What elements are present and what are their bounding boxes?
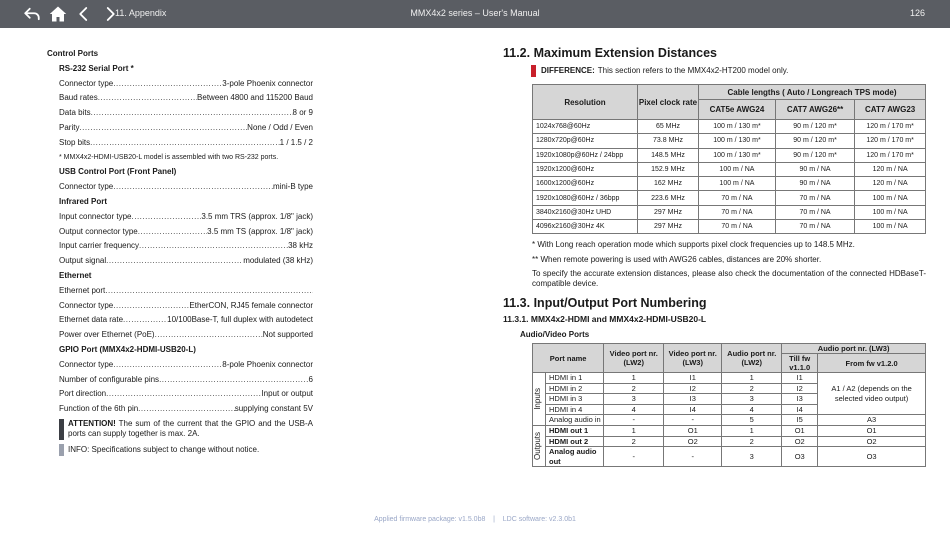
extension-distances-table <box>532 84 926 234</box>
section-title-av-ports: Audio/Video Ports <box>520 330 590 339</box>
col-header-port-name: Port name <box>533 344 604 373</box>
spec-row <box>59 239 313 254</box>
port-name-cell: Analog audio out <box>546 447 604 467</box>
table-cell: 3 <box>722 394 782 405</box>
gpio-heading: GPIO Port (MMX4x2-HDMI-USB20-L) <box>59 344 196 354</box>
table-cell: 100 m / NA <box>855 205 926 219</box>
spec-row <box>59 299 313 314</box>
table-cell: 1 <box>604 425 664 436</box>
table-cell: O2 <box>664 436 722 447</box>
section-title-port-numbering: 11.3. Input/Output Port Numbering <box>503 296 707 310</box>
port-name-cell: HDMI out 2 <box>546 436 604 447</box>
section-title-models: 11.3.1. MMX4x2-HDMI and MMX4x2-HDMI-USB20-L <box>503 314 707 324</box>
spec-row <box>59 284 313 299</box>
spec-value: 3-pole Phoenix connector <box>222 78 313 88</box>
spec-label: Parity <box>59 122 80 132</box>
spec-label: Output signal <box>59 256 107 266</box>
port-name-cell: HDMI in 3 <box>546 394 604 405</box>
resolution-cell: 1600x1200@60Hz <box>533 177 638 191</box>
spec-label: Connector type <box>59 182 114 192</box>
spec-value: 8-pole Phoenix connector <box>222 359 313 369</box>
spec-row <box>59 254 313 269</box>
table-row <box>533 177 926 191</box>
spec-row <box>59 180 313 195</box>
resolution-cell: 3840x2160@30Hz UHD <box>533 205 638 219</box>
col-header-from-fw: From fw v1.2.0 <box>818 354 926 373</box>
table-row <box>533 148 926 162</box>
spec-value: None / Odd / Even <box>247 122 313 132</box>
col-header-cat5e: CAT5e AWG24 <box>699 100 776 120</box>
spec-label: Input connector type <box>59 211 132 221</box>
table-row <box>533 134 926 148</box>
col-header-cat7-awg23: CAT7 AWG23 <box>855 100 926 120</box>
table-cell: I2 <box>664 383 722 394</box>
table-row <box>533 162 926 176</box>
spec-label: Number of configurable pins <box>59 374 160 384</box>
col-header-till-fw: Till fw v1.1.0 <box>782 354 818 373</box>
footnote-2: ** When remote powering is used with AWG26 cables, distances are 20% shorter. <box>532 255 822 264</box>
table-cell: 100 m / NA <box>699 162 776 176</box>
spec-value: EtherCON, RJ45 female connector <box>189 300 313 310</box>
difference-label: DIFFERENCE: <box>541 66 595 75</box>
table-cell: 4 <box>722 404 782 415</box>
spec-value: Between 4800 and 115200 Baud <box>197 93 313 103</box>
port-numbering-table <box>532 343 926 467</box>
attention-box <box>59 419 313 440</box>
table-cell: 2 <box>604 436 664 447</box>
table-cell: - <box>604 447 664 467</box>
resolution-cell: 1920x1080@60Hz / 36bpp <box>533 191 638 205</box>
table-cell: 120 m / 170 m* <box>855 148 926 162</box>
port-name-cell: HDMI in 2 <box>546 383 604 394</box>
outputs-group-label: Outputs <box>533 425 546 466</box>
spec-value: 8 or 9 <box>292 108 313 118</box>
table-cell: I1 <box>782 373 818 384</box>
spec-row <box>59 358 313 373</box>
table-cell: 90 m / 120 m* <box>775 120 854 134</box>
table-cell: I3 <box>782 394 818 405</box>
table-cell: 152.9 MHz <box>638 162 699 176</box>
rs232-note: * MMX4x2-HDMI-USB20-L model is assembled with two RS-232 ports. <box>59 153 279 161</box>
ldc-version: LDC software: v2.3.0b1 <box>502 516 576 523</box>
table-cell: I3 <box>664 394 722 405</box>
spec-value: Not supported <box>262 330 313 340</box>
spec-row <box>59 136 313 151</box>
table-cell: 70 m / NA <box>775 220 854 234</box>
table-row <box>533 191 926 205</box>
control-ports-section <box>47 47 313 456</box>
table-cell: - <box>664 415 722 426</box>
attention-label: ATTENTION! <box>68 418 116 428</box>
attention-text: The sum of the current that the GPIO and the USB-A ports can supply together is max. 2A. <box>68 418 313 439</box>
merged-note-cell: A1 / A2 (depends on the selected video output) <box>818 373 926 415</box>
table-cell: 100 m / 130 m* <box>699 120 776 134</box>
spec-row <box>59 121 313 136</box>
table-cell: - <box>664 447 722 467</box>
col-header-audio-lw2: Audio port nr. (LW2) <box>722 344 782 373</box>
inputs-group-label: Inputs <box>533 373 546 426</box>
rs232-heading: RS-232 Serial Port * <box>59 63 134 73</box>
table-cell: 5 <box>722 415 782 426</box>
table-cell: I2 <box>782 383 818 394</box>
table-cell: 297 MHz <box>638 205 699 219</box>
table-cell: 3 <box>722 447 782 467</box>
page-number: 126 <box>909 8 925 18</box>
table-cell: 2 <box>722 383 782 394</box>
table-cell: 120 m / 170 m* <box>855 134 926 148</box>
resolution-cell: 1024x768@60Hz <box>533 120 638 134</box>
col-header-cable-lengths: Cable lengths ( Auto / Longreach TPS mode) <box>699 85 926 100</box>
spec-row <box>59 210 313 225</box>
table-cell: 100 m / NA <box>855 191 926 205</box>
table-cell: O2 <box>782 436 818 447</box>
info-text: INFO: Specifications subject to change without notice. <box>68 444 260 454</box>
rs232-block <box>59 62 313 417</box>
spec-row <box>59 77 313 92</box>
table-row <box>533 205 926 219</box>
table-cell: 148.5 MHz <box>638 148 699 162</box>
table-cell: 100 m / NA <box>855 220 926 234</box>
page-footer <box>0 516 950 523</box>
table-cell: - <box>604 415 664 426</box>
footnote-3: To specify the accurate extension distances, please also check the documentation of the connected HDBaseT-compatible device. <box>532 269 926 288</box>
spec-value: 6 <box>308 374 313 384</box>
table-cell: 70 m / NA <box>699 191 776 205</box>
col-header-video-lw3: Video port nr. (LW3) <box>664 344 722 373</box>
table-cell: I4 <box>782 404 818 415</box>
infrared-heading: Infrared Port <box>59 196 108 206</box>
col-header-cat7-awg26: CAT7 AWG26** <box>775 100 854 120</box>
firmware-version: Applied firmware package: v1.5.0b8 <box>374 516 486 523</box>
table-cell: 90 m / NA <box>775 177 854 191</box>
difference-text: This section refers to the MMX4x2-HT200 model only. <box>597 66 789 75</box>
manual-title: MMX4x2 series – User's Manual <box>410 8 540 18</box>
spec-label: Ethernet data rate <box>59 315 124 325</box>
spec-label: Function of the 6th pin <box>59 404 139 414</box>
table-cell: 70 m / NA <box>699 220 776 234</box>
table-cell: I5 <box>782 415 818 426</box>
difference-box <box>531 65 927 77</box>
table-cell: 70 m / NA <box>699 205 776 219</box>
port-name-cell: HDMI out 1 <box>546 425 604 436</box>
table-cell: 70 m / NA <box>775 191 854 205</box>
spec-label: Connector type <box>59 300 114 310</box>
top-bar <box>0 0 950 28</box>
ethernet-heading: Ethernet <box>59 270 92 280</box>
col-header-video-lw2: Video port nr. (LW2) <box>604 344 664 373</box>
spec-value: 3.5 mm TRS (approx. 1/8" jack) <box>201 211 313 221</box>
table-cell: A3 <box>818 415 926 426</box>
spec-label: Output connector type <box>59 226 138 236</box>
spec-row <box>59 106 313 121</box>
spec-row <box>59 91 313 106</box>
spec-value: 38 kHz <box>288 241 313 251</box>
table-cell: 1 <box>722 373 782 384</box>
table-cell: 120 m / NA <box>855 177 926 191</box>
table-cell: 1 <box>722 425 782 436</box>
resolution-cell: 1920x1080p@60Hz / 24bpp <box>533 148 638 162</box>
spec-row <box>59 225 313 240</box>
table-cell: 100 m / 130 m* <box>699 148 776 162</box>
port-name-cell: HDMI in 1 <box>546 373 604 384</box>
spec-label: Input carrier frequency <box>59 241 140 251</box>
port-name-cell: Analog audio in <box>546 415 604 426</box>
spec-value: 3.5 mm TS (approx. 1/8" jack) <box>207 226 313 236</box>
table-cell: 90 m / 120 m* <box>775 134 854 148</box>
table-cell: 100 m / NA <box>699 177 776 191</box>
spec-label: Baud rates <box>59 93 98 103</box>
table-cell: 100 m / 130 m* <box>699 134 776 148</box>
table-cell: I4 <box>664 404 722 415</box>
info-box <box>59 444 313 456</box>
spec-value: modulated (38 kHz) <box>243 256 313 266</box>
resolution-cell: 4096x2160@30Hz 4K <box>533 220 638 234</box>
extension-distances-section <box>503 46 927 77</box>
table-row <box>533 220 926 234</box>
table-cell: O1 <box>782 425 818 436</box>
spec-value: 1 / 1.5 / 2 <box>279 137 313 147</box>
spec-label: Power over Ethernet (PoE) <box>59 330 155 340</box>
control-ports-heading: Control Ports <box>47 49 99 58</box>
resolution-cell: 1920x1200@60Hz <box>533 162 638 176</box>
footnote-1: * With Long reach operation mode which supports pixel clock frequencies up to 148.5 MHz. <box>532 240 855 249</box>
table-cell: 120 m / NA <box>855 162 926 176</box>
table-cell: O2 <box>818 436 926 447</box>
col-header-pixel-clock: Pixel clock rate <box>638 85 699 120</box>
table-cell: 297 MHz <box>638 220 699 234</box>
table-cell: 3 <box>604 394 664 405</box>
spec-value: supplying constant 5V <box>234 404 313 414</box>
port-name-cell: HDMI in 4 <box>546 404 604 415</box>
spec-label: Ethernet port <box>59 285 106 295</box>
table-cell: 223.6 MHz <box>638 191 699 205</box>
table-cell: 4 <box>604 404 664 415</box>
table-cell: O1 <box>664 425 722 436</box>
spec-row <box>59 373 313 388</box>
col-header-resolution: Resolution <box>533 85 638 120</box>
table-row <box>533 120 926 134</box>
table-cell: 162 MHz <box>638 177 699 191</box>
chapter-title: 11. Appendix <box>115 8 167 18</box>
table-cell: O3 <box>782 447 818 467</box>
spec-label: Data bits <box>59 108 91 118</box>
table-cell: 1 <box>604 373 664 384</box>
table-cell: O1 <box>818 425 926 436</box>
table-cell: 90 m / 120 m* <box>775 148 854 162</box>
spec-value: 10/100Base-T, full duplex with autodetect <box>167 315 313 325</box>
section-title-extension: 11.2. Maximum Extension Distances <box>503 46 717 60</box>
spec-row <box>59 387 313 402</box>
resolution-cell: 1280x720p@60Hz <box>533 134 638 148</box>
spec-row <box>59 328 313 343</box>
spec-label: Stop bits <box>59 137 91 147</box>
spec-label: Connector type <box>59 359 114 369</box>
spec-value: mini-B type <box>272 182 313 192</box>
table-cell: O3 <box>818 447 926 467</box>
usb-heading: USB Control Port (Front Panel) <box>59 167 177 177</box>
spec-label: Port direction <box>59 389 107 399</box>
spec-row <box>59 402 313 417</box>
table-cell: I1 <box>664 373 722 384</box>
table-cell: 90 m / NA <box>775 162 854 176</box>
spec-value: Input or output <box>261 389 313 399</box>
table-cell: 73.8 MHz <box>638 134 699 148</box>
table-cell: 70 m / NA <box>775 205 854 219</box>
footer-separator: | <box>493 516 495 523</box>
table-cell: 2 <box>722 436 782 447</box>
spec-label: Connector type <box>59 78 114 88</box>
table-cell: 65 MHz <box>638 120 699 134</box>
table-cell: 2 <box>604 383 664 394</box>
table-cell: 120 m / 170 m* <box>855 120 926 134</box>
col-header-audio-lw3: Audio port nr. (LW3) <box>782 344 926 354</box>
spec-row <box>59 313 313 328</box>
